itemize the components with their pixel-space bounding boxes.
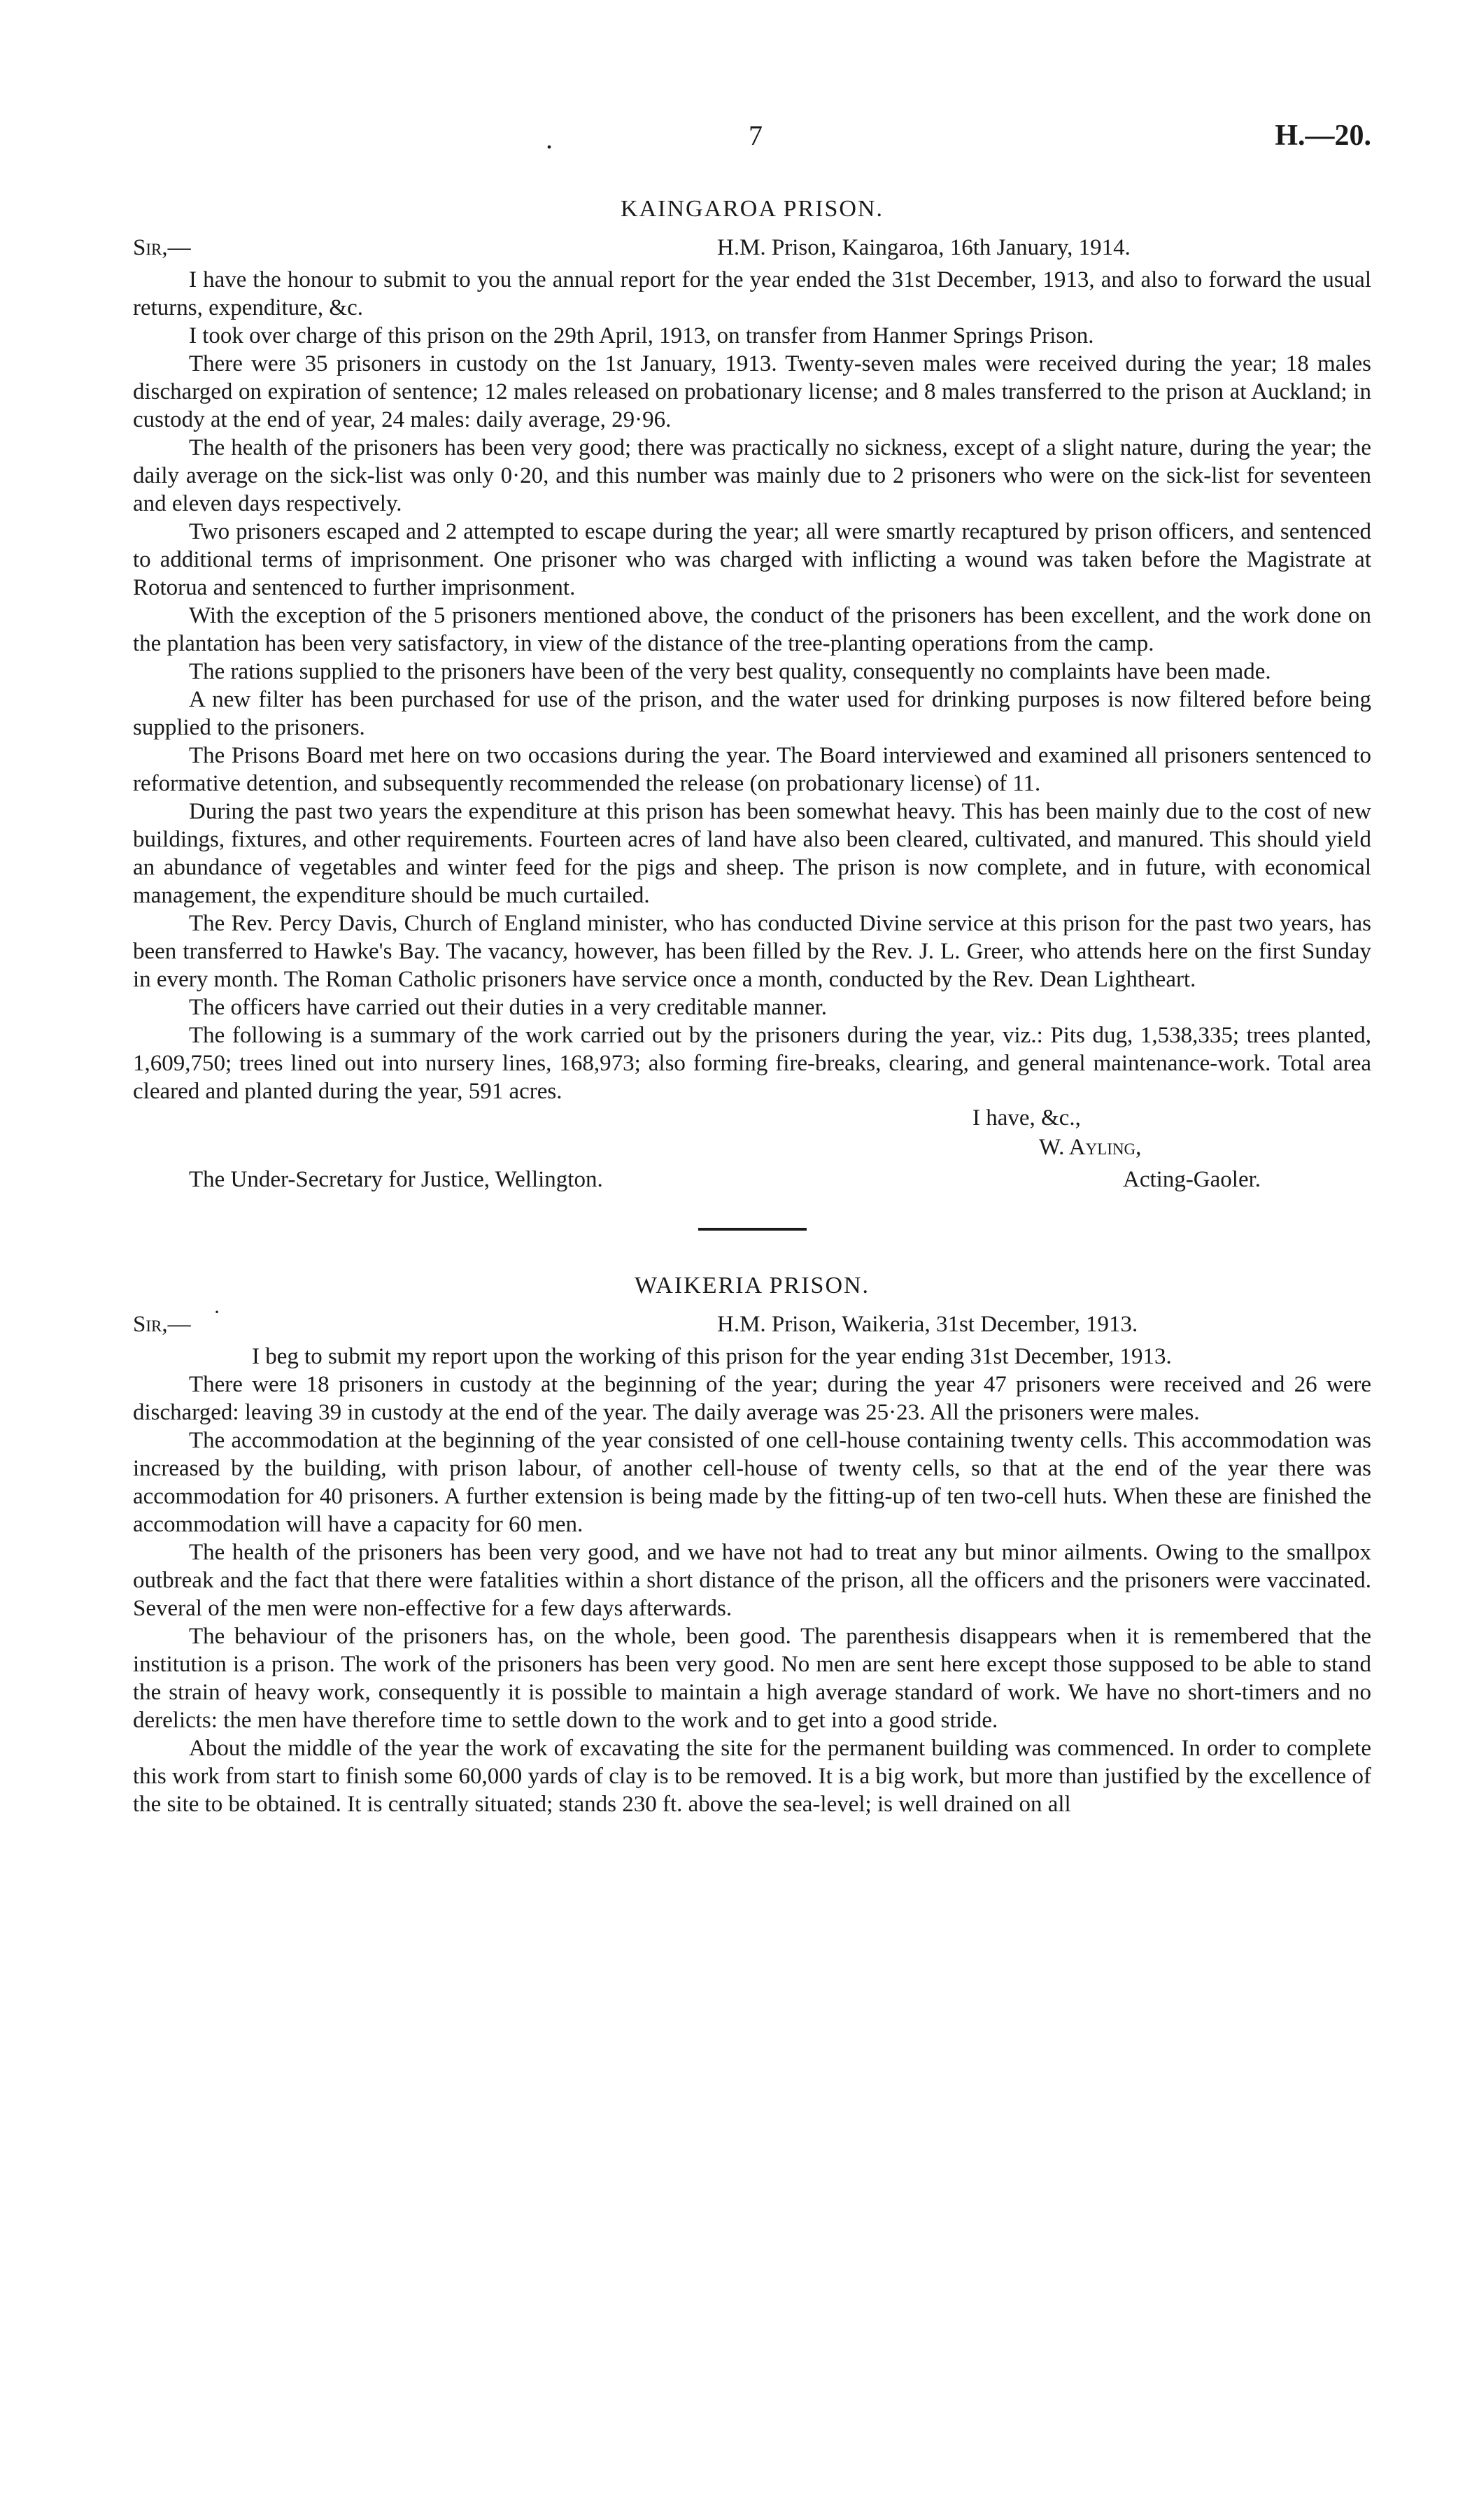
running-head (133, 119, 1371, 168)
kaingaroa-dateline: H.M. Prison, Kaingaroa, 16th January, 1914. (717, 235, 1131, 260)
kaingaroa-paragraph: With the exception of the 5 prisoners mentioned above, the conduct of the prisoners has been excellent, and the work done on the plantation has been very satisfactory, in view of the distance of the tree-planting operations from the camp. (133, 603, 1371, 656)
document-page (133, 119, 1371, 1818)
waikeria-paragraph: The accommodation at the beginning of the year consisted of one cell-house containing twenty cells. This accommodation was increased by the building, with prison labour, of another cell-house of twenty cells, so that at the end of the year there was accommodation for 40 prisoners. A further extension is being made by the fitting-up of ten two-cell huts. When these are finished the accommodation will have a capacity for 60 men. (133, 1428, 1371, 1537)
kaingaroa-salute-line (133, 235, 1371, 266)
kaingaroa-salutation: Sir,— (133, 235, 191, 260)
kaingaroa-paragraph: The Rev. Percy Davis, Church of England minister, who has conducted Divine service at this prison for the past two years, has been transferred to Hawke's Bay. The vacancy, however, has been filled by the Rev. J. L. Greer, who attends here on the first Sunday in every month. The Roman Catholic prisoners have service once a month, conducted by the Rev. Dean Lightheart. (133, 911, 1371, 992)
kaingaroa-paragraph: The Prisons Board met here on two occasions during the year. The Board interviewed and examined all prisoners sentenced to reformative detention, and subsequently recommended the release (on probationary license) of 11. (133, 743, 1371, 796)
kaingaroa-signature-title: Acting-Gaoler. (1123, 1167, 1261, 1192)
kaingaroa-paragraph: The rations supplied to the prisoners have been of the very best quality, consequently no complaints have been made. (189, 659, 1271, 684)
waikeria-marker: · (213, 1301, 220, 1324)
document-reference: H.—20. (1275, 120, 1371, 152)
kaingaroa-paragraph: The following is a summary of the work carried out by the prisoners during the year, viz.: Pits dug, 1,538,335; trees planted, 1,609,750; trees lined out into nursery lines, 168,973; also forming fire-breaks, clearing, and general maintenance-work. Total area cleared and planted during the year, 591 acres. (133, 1023, 1371, 1104)
kaingaroa-paragraph: The health of the prisoners has been very good; there was practically no sickness, except of a slight nature, during the year; the daily average on the sick-list was only 0·20, and this number was mainly due to 2 prisoners who were on the sick-list for seventeen and eleven days respectively. (133, 435, 1371, 516)
waikeria-paragraph: The behaviour of the prisoners has, on the whole, been good. The parenthesis disappears when it is remembered that the institution is a prison. The work of the prisoners has been very good. No men are sent here except those supposed to be able to stand the strain of heavy work, consequently it is possible to maintain a high average standard of work. We have no short-timers and no derelicts: the men have therefore time to settle down to the work and to get into a good stride. (133, 1624, 1371, 1733)
section-divider (698, 1228, 807, 1231)
kaingaroa-report (133, 196, 1371, 1224)
kaingaroa-closing-block (133, 1105, 1371, 1224)
kaingaroa-title: KAINGAROA PRISON. (621, 196, 884, 222)
waikeria-dateline: H.M. Prison, Waikeria, 31st December, 1913. (717, 1312, 1138, 1337)
waikeria-title: WAIKERIA PRISON. (634, 1273, 870, 1298)
kaingaroa-paragraph: During the past two years the expenditure at this prison has been somewhat heavy. This has been mainly due to the cost of new buildings, fixtures, and other requirements. Fourteen acres of land have also been cleared, cultivated, and manured. This should yield an abundance of vegetables and winter feed for the pigs and sheep. The prison is now complete, and in future, with economical management, the expenditure should be much curtailed. (133, 799, 1371, 908)
waikeria-salute-line (133, 1312, 1371, 1343)
kaingaroa-paragraph: I have the honour to submit to you the annual report for the year ended the 31st December, 1913, and also to forward the usual returns, expenditure, &c. (133, 267, 1371, 320)
kaingaroa-paragraph: A new filter has been purchased for use of the prison, and the water used for drinking purposes is now filtered before being supplied to the prisoners. (133, 687, 1371, 740)
header-marker: . (546, 123, 553, 155)
kaingaroa-closing: I have, &c., (972, 1105, 1081, 1131)
kaingaroa-paragraph: There were 35 prisoners in custody on the 1st January, 1913. Twenty-seven males were received during the year; 18 males discharged on expiration of sentence; 12 males released on probationary license; and 8 males transferred to the prison at Auckland; in custody at the end of year, 24 males: daily average, 29·96. (133, 351, 1371, 432)
kaingaroa-addressee: The Under-Secretary for Justice, Wellington. (189, 1167, 603, 1192)
kaingaroa-signature: W. Ayling, (1039, 1135, 1142, 1160)
page-number: 7 (749, 120, 763, 151)
waikeria-paragraph: The health of the prisoners has been very good, and we have not had to treat any but minor ailments. Owing to the smallpox outbreak and the fact that there were fatalities within a short distance of the prison, all the officers and the prisoners were vaccinated. Several of the men were non-effective for a few days afterwards. (133, 1540, 1371, 1621)
waikeria-paragraph: About the middle of the year the work of excavating the site for the permanent building was commenced. In order to complete this work from start to finish some 60,000 yards of clay is to be removed. It is a big work, but more than justified by the excellence of the site to be obtained. It is centrally situated; stands 230 ft. above the sea-level; is well drained on all (133, 1736, 1371, 1817)
kaingaroa-paragraph: The officers have carried out their duties in a very creditable manner. (189, 995, 827, 1020)
kaingaroa-paragraph: I took over charge of this prison on the 29th April, 1913, on transfer from Hanmer Springs Prison. (189, 323, 1094, 348)
waikeria-paragraph: I beg to submit my report upon the working of this prison for the year ending 31st December, 1913. (252, 1344, 1172, 1369)
kaingaroa-paragraph: Two prisoners escaped and 2 attempted to escape during the year; all were smartly recaptured by prison officers, and sentenced to additional terms of imprisonment. One prisoner who was charged with inflicting a wound was taken before the Magistrate at Rotorua and sentenced to further imprisonment. (133, 519, 1371, 600)
waikeria-report (133, 1273, 1371, 1818)
waikeria-salutation: Sir,— (133, 1312, 191, 1337)
waikeria-paragraph: There were 18 prisoners in custody at the beginning of the year; during the year 47 prisoners were received and 26 were discharged: leaving 39 in custody at the end of the year. The daily average was 25·23. All the prisoners were males. (133, 1372, 1371, 1425)
